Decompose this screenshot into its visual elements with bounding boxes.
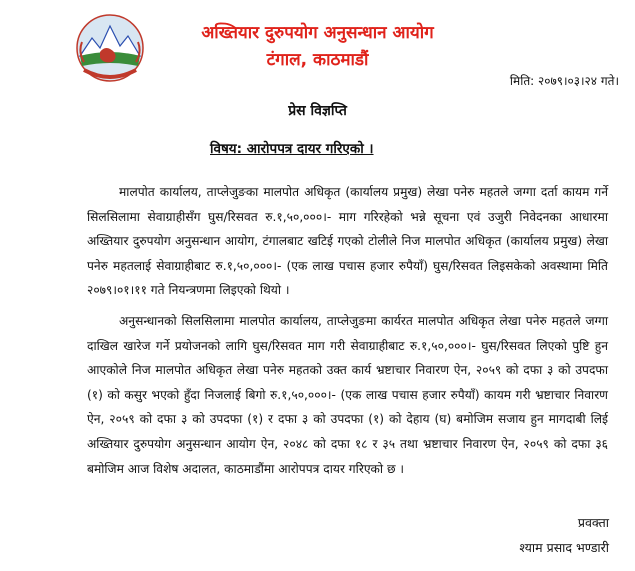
date-line: मिति: २०७९।०३।२४ गते। <box>509 74 619 88</box>
body-paragraph-1: मालपोत कार्यालय, ताप्लेजुङका मालपोत अधिकृत (कार्यालय प्रमुख) लेखा पनेरु महतले जग्गा दर्ता कायम गर्ने सिलसिलामा सेवाग्राहीसँग घुस/रिसवत रु.१,५०,०००।- माग गरिरहेको भन्ने सूचना एवं उजुरी निवेदनका आधारमा अख्तियार दुरुपयोग अनुसन्धान आयोग, टंगालबाट खटिई गएको टोलीले निज मालपोत अधिकृत (कार्यालय प्रमुख) लेखा पनेरु महतलाई सेवाग्राहीबाट रु.१,५०,०००।- (एक लाख पचास हजार रुपैयाँ) घुस/रिसवत लिइसकेको अवस्थामा मिति २०७९।०१।११ गते नियन्त्रणमा लिइएको थियो । <box>87 185 608 298</box>
organization-name: अख्तियार दुरुपयोग अनुसन्धान आयोग <box>201 23 434 43</box>
signature-title: प्रवक्ता <box>577 515 609 530</box>
subject-line: विषय: आरोपपत्र दायर गरिएको । <box>210 141 374 157</box>
press-release-title: प्रेस विज्ञप्ति <box>288 103 347 119</box>
body-paragraph-2: अनुसन्धानको सिलसिलामा मालपोत कार्यालय, ताप्लेजुङमा कार्यरत मालपोत अधिकृत लेखा पनेरु महतले जग्गा दाखिल खारेज गर्ने प्रयोजनको लागि घुस/रिसवत माग गरी सेवाग्राहीबाट रु.१,५०,०००।- घुस/रिसवत लिएको पुष्टि हुन आएकोले निज मालपोत अधिकृत लेखा पनेरु महतको उक्त कार्य भ्रष्टाचार निवारण ऐन, २०५९ को दफा ३ को उपदफा (१) को कसुर भएको हुँदा निजलाई बिगो रु.१,५०,०००।- (एक लाख पचास हजार रुपैयाँ) कायम गरी भ्रष्टाचार निवारण ऐन, २०५९ को दफा ३ को उपदफा (१) र दफा ३ को उपदफा (१) को देहाय (घ) बमोजिम सजाय हुन मागदाबी लिई अख्तियार दुरुपयोग अनुसन्धान आयोग ऐन, २०४८ को दफा १८ र ३५ तथा भ्रष्टाचार निवारण ऐन, २०५९ को दफा ३६ बमोजिम आज विशेष अदालत, काठमाडौंमा आरोपपत्र दायर गरिएको छ । <box>87 314 608 476</box>
signature-name: श्याम प्रसाद भण्डारी <box>519 540 609 555</box>
organization-location: टंगाल, काठमाडौं <box>266 50 369 70</box>
